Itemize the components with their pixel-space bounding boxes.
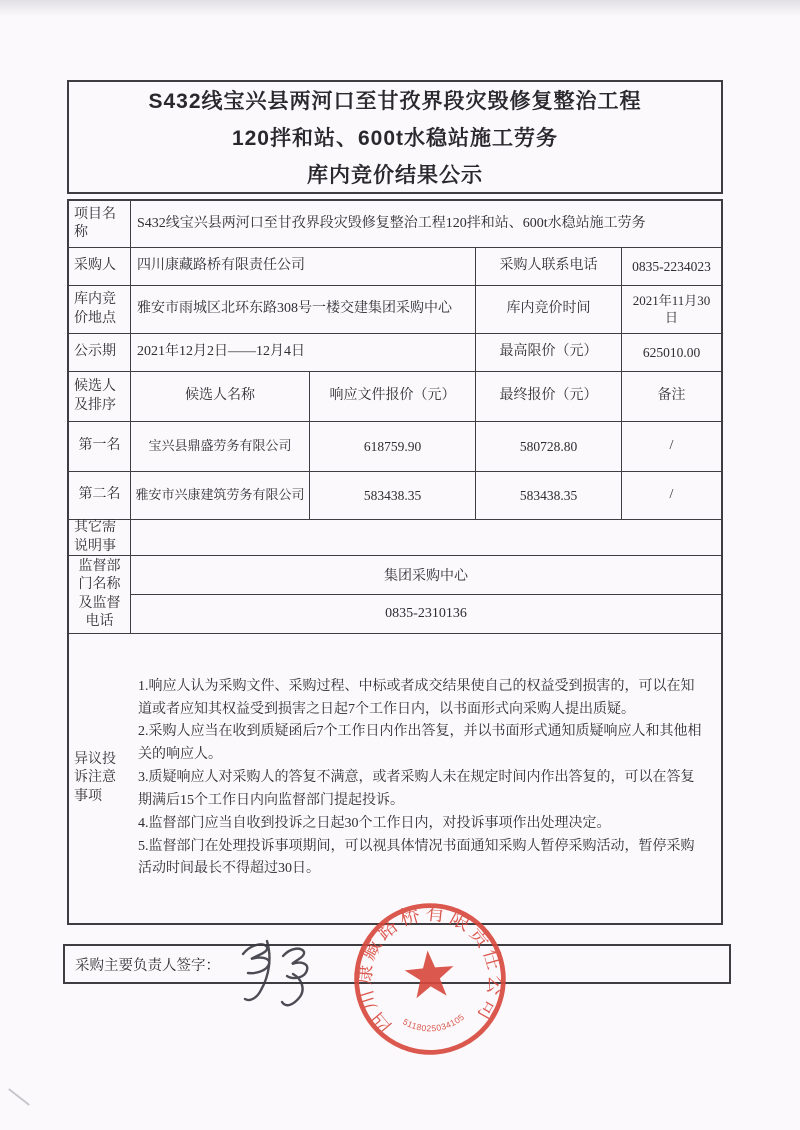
supervision-department: 集团采购中心: [384, 569, 468, 584]
candidate-1-name: 宝兴县鼎盛劳务有限公司: [130, 422, 309, 471]
title-line-2: 120拌和站、600t水稳站施工劳务: [231, 127, 559, 150]
objection-item-1: 1.响应人认为采购文件、采购过程、中标或者成交结果使自己的权益受到损害的，可以在知道或者应知其权益受到损害之日起7个工作日内，以书面形式向采购人提出质疑。: [138, 678, 695, 717]
max-price-value: 625010.00: [621, 334, 721, 371]
candidates-name-header: 候选人名称: [130, 372, 309, 421]
project-name-label: 项目名称: [74, 206, 116, 240]
purchaser-phone-value: 0835-2234023: [621, 248, 721, 285]
candidates-rank-header: 候选人及排序: [74, 379, 116, 413]
bid-venue-value: 雅安市雨城区北环东路308号一楼交建集团采购中心: [130, 286, 475, 333]
title-line-3: 库内竞价结果公示: [307, 164, 483, 187]
bid-result-table: [67, 199, 723, 925]
objection-item-5: 5.监督部门在处理投诉事项期间，可以视具体情况书面通知采购人暂停采购活动，暂停采购活动时间最长不得超过30日。: [138, 838, 695, 877]
document-title-box: [67, 80, 723, 194]
other-notes-value: [130, 520, 721, 555]
candidate-2-rank: 第二名: [78, 487, 121, 503]
scan-corner-mark: [8, 1088, 30, 1106]
candidates-final-price-header: 最终报价（元）: [475, 372, 621, 421]
bid-time-value: 2021年11月30日: [621, 286, 721, 333]
row-bid-venue: [69, 285, 721, 333]
bid-time-label: 库内竞价时间: [475, 286, 621, 333]
objection-label: 异议投诉注意事项: [74, 752, 116, 804]
title-line-1: S432线宝兴县两河口至甘孜界段灾毁修复整治工程: [148, 90, 642, 113]
supervision-values: [130, 556, 721, 633]
candidate-2-doc-price: 583438.35: [309, 472, 475, 519]
candidate-1-remark: /: [621, 422, 721, 471]
row-purchaser: [69, 247, 721, 285]
row-other-notes: [69, 519, 721, 555]
objection-item-2: 2.采购人应当在收到质疑函后7个工作日内作出答复，并以书面形式通知质疑响应人和其他相关的响应人。: [138, 724, 702, 763]
candidate-2-name: 雅安市兴康建筑劳务有限公司: [130, 472, 309, 519]
row-candidates-header: [69, 371, 721, 421]
row-supervision: [69, 555, 721, 633]
candidates-doc-price-header: 响应文件报价（元）: [309, 372, 475, 421]
purchaser-phone-label: 采购人联系电话: [475, 248, 621, 285]
candidate-row-2: [69, 471, 721, 519]
signature-label: 采购主要负责人签字：: [75, 957, 220, 974]
svg-text:5118025034105: [400, 1011, 467, 1036]
supervision-phone: 0835-2310136: [131, 594, 721, 633]
objection-notes-text: [130, 634, 721, 923]
scan-edge-shadow: [0, 0, 800, 16]
supervision-label: 监督部门名称及监督电话: [78, 559, 121, 629]
candidate-1-doc-price: 618759.90: [309, 422, 475, 471]
publicity-period-label: 公示期: [74, 344, 116, 360]
purchaser-label: 采购人: [74, 258, 116, 274]
objection-item-4: 4.监督部门应当自收到投诉之日起30个工作日内，对投诉事项作出处理决定。: [138, 815, 611, 831]
publicity-period-value: 2021年12月2日——12月4日: [130, 334, 475, 371]
project-name-value: S432线宝兴县两河口至甘孜界段灾毁修复整治工程120拌和站、600t水稳站施工劳务: [130, 201, 721, 247]
candidate-2-final-price: 583438.35: [475, 472, 621, 519]
candidate-2-remark: /: [621, 472, 721, 519]
seal-star-icon: [403, 948, 456, 999]
other-notes-label: 其它需说明事: [74, 520, 116, 554]
candidate-1-final-price: 580728.80: [475, 422, 621, 471]
candidates-remark-header: 备注: [621, 372, 721, 421]
candidate-row-1: [69, 421, 721, 471]
row-objection-notes: [69, 633, 721, 923]
bid-venue-label: 库内竞价地点: [74, 292, 116, 326]
seal-serial-number: 5118025034105: [401, 1011, 467, 1034]
row-project-name: [69, 201, 721, 247]
handwritten-signature: [236, 938, 328, 1010]
objection-item-3: 3.质疑响应人对采购人的答复不满意，或者采购人未在规定时间内作出答复的，可以在答复期满后15个工作日内向监督部门提起投诉。: [138, 770, 695, 808]
company-seal-stamp: [342, 891, 518, 1067]
max-price-label: 最高限价（元）: [475, 334, 621, 371]
seal-company-name: 四川康藏路桥有限责任公司: [353, 902, 507, 1037]
row-publicity-period: [69, 333, 721, 371]
purchaser-value: 四川康藏路桥有限责任公司: [130, 248, 475, 285]
candidate-1-rank: 第一名: [78, 438, 121, 454]
